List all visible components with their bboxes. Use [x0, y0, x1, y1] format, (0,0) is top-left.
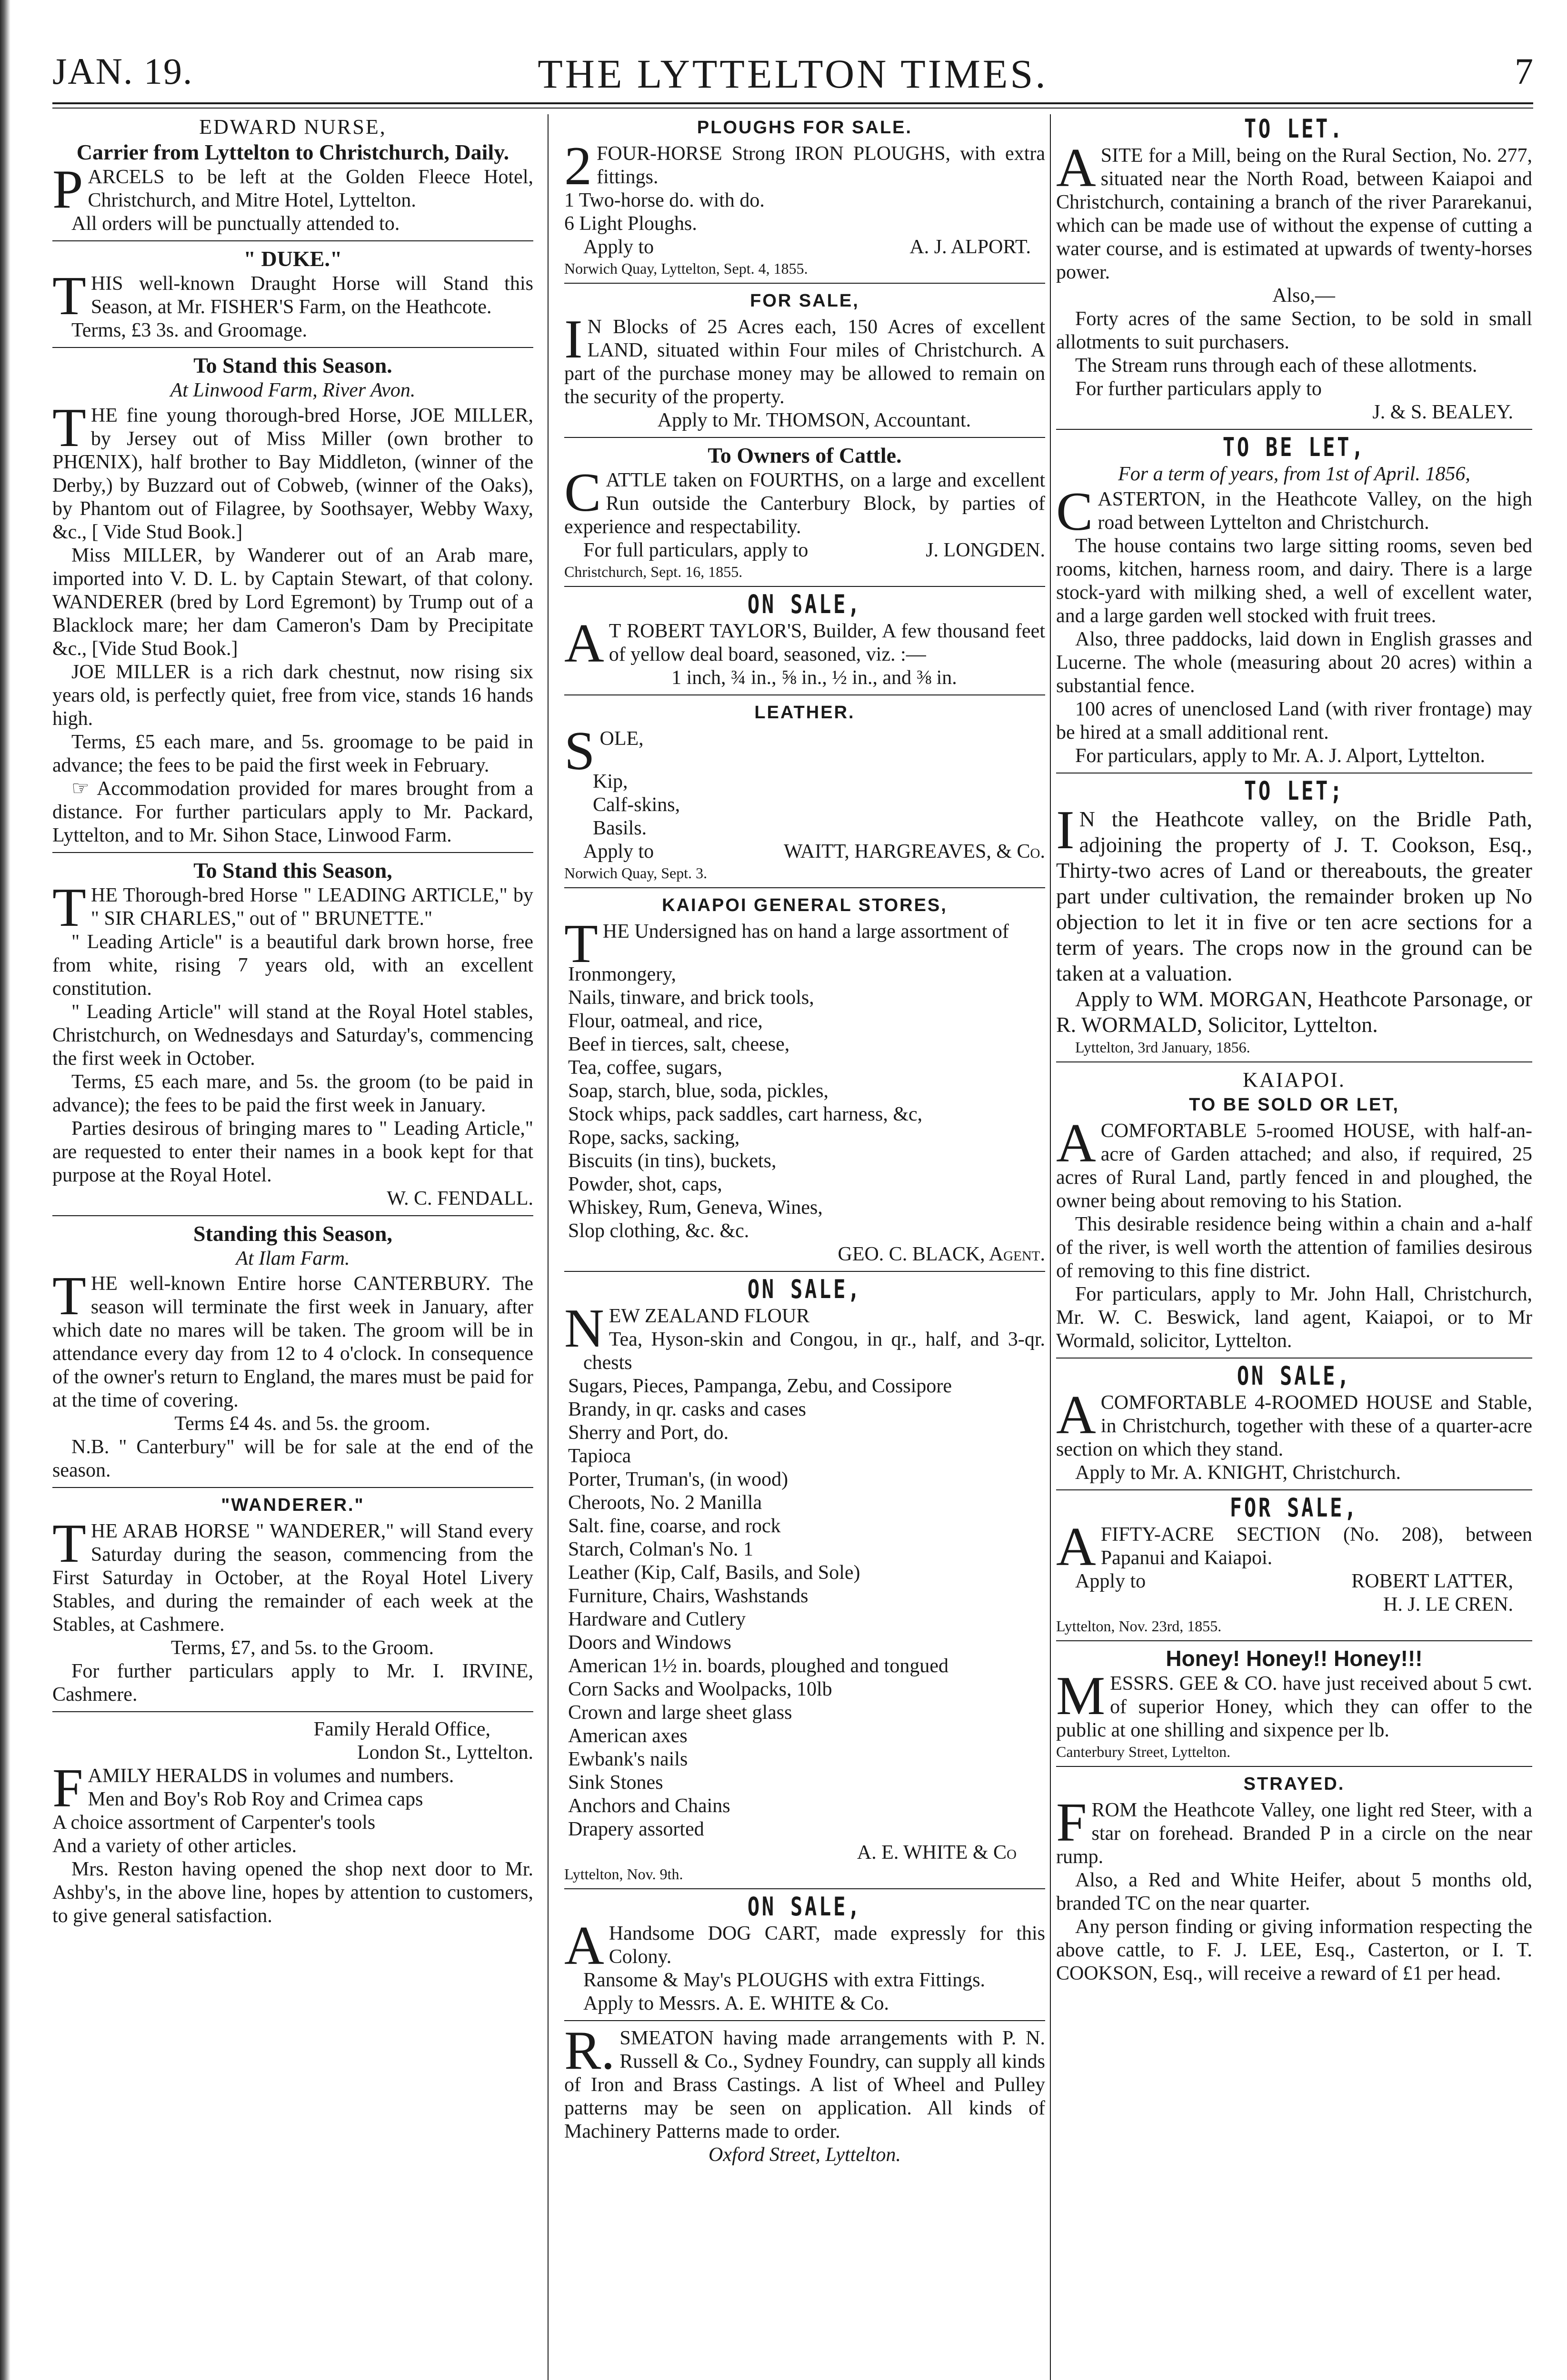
list-item: Basils.	[593, 817, 647, 839]
ad-text: Ransome & May's PLOUGHS with extra Fittings.	[583, 1969, 986, 1991]
ad-heading: EDWARD NURSE,	[199, 115, 387, 139]
ad-heading: ON SALE,	[747, 589, 862, 619]
drop-cap: C	[564, 462, 601, 523]
ad-text: 100 acres of unenclosed Land (with river frontage) may be hired at a small additional rent.	[1056, 698, 1532, 744]
ad-text: I N Blocks of 25 Acres each, 150 Acres of excellent LAND, situated within Four miles of Christchurch. A part of the purchase money may be allowed to remain on the security of the property.	[564, 309, 1045, 408]
ad-text: THE Undersigned has on hand a large assortment of	[564, 913, 1009, 974]
ad-text: FROM the Heathcote Valley, one light red Steer, with a star on forehead. Branded P in a circle on the near rump.	[1056, 1792, 1532, 1868]
drop-cap: A	[1056, 1113, 1096, 1174]
ad-terms: Terms, £7, and 5s. to the Groom.	[170, 1637, 434, 1659]
ad-text: The house contains two large sitting rooms, seven bed rooms, kitchen, harness room, and dairy. There is a large stock-yard with milking shed, a well of excellent water, and a large garden well stocked with fruit trees.	[1056, 535, 1532, 627]
ad-family-herald	[52, 1718, 533, 1933]
ad-dog-cart	[564, 1892, 1045, 2021]
list-item: Whiskey, Rum, Geneva, Wines,	[568, 1197, 823, 1219]
ad-signature: WAITT, HARGREAVES, & Co.	[783, 841, 1045, 863]
ad-heading: FOR SALE,	[750, 291, 859, 311]
ad-kaiapoi-stores	[564, 894, 1045, 1272]
ad-subheading: TO BE SOLD OR LET,	[1189, 1095, 1399, 1115]
ad-text: JOE MILLER is a rich dark chestnut, now rising six years old, is perfectly quiet, free from vice, stands 16 hands high.	[52, 661, 533, 730]
ad-footer: Canterbury Street, Lyttelton.	[1056, 1743, 1231, 1760]
list-item: Corn Sacks and Woolpacks, 10lb	[568, 1678, 832, 1700]
ad-text: Apply to Messrs. A. E. WHITE & Co.	[583, 1993, 889, 2014]
ad-text: Miss MILLER, by Wanderer out of an Arab mare, imported into V. D. L. by Captain Stewart, of that colony. WANDERER (bred by Lord Egremont) by Trump out of a Blacklock mare; her dam Cameron's Dam by Precipitate &c., [Vide Stud Book.]	[52, 545, 533, 660]
list-item: Rope, sacks, sacking,	[568, 1127, 740, 1149]
list-item: Doors and Windows	[568, 1632, 731, 1654]
ad-land-for-sale	[564, 289, 1045, 438]
list-item: Slop clothing, &c. &c.	[568, 1220, 749, 1242]
ad-subheading: At Ilam Farm.	[236, 1248, 350, 1269]
ad-text: Tea, Hyson-skin and Congou, in qr., half, and 3-qr. chests	[583, 1329, 1045, 1374]
list-item: Beef in tierces, salt, cheese,	[568, 1033, 790, 1055]
ad-text: THE fine young thorough-bred Horse, JOE MILLER, by Jersey out of Miss Miller (own brother to PHŒNIX), half brother to Bay Middleton, (winner of the Derby,) by Buzzard out of Cobweb, (winner of the Oaks), by Phantom out of Filagree, by Soothsayer, Webby Waxy, &c., [ Vide Stud Book.]	[52, 397, 533, 543]
ad-mill-site	[1056, 114, 1532, 430]
ad-text: For further particulars apply to Mr. I. IRVINE, Cashmere.	[52, 1660, 533, 1706]
column-2	[564, 114, 1045, 2380]
ad-footer: Norwich Quay, Sept. 3.	[564, 864, 708, 882]
ad-signature: ROBERT LATTER,	[1351, 1570, 1513, 1592]
ad-subheading: For a term of years, from 1st of April. 1856,	[1118, 463, 1470, 485]
drop-cap: A	[564, 613, 604, 674]
ad-text: Also, a Red and White Heifer, about 5 months old, branded TC on the near quarter.	[1056, 1869, 1532, 1914]
ad-terms: Terms £4 4s. and 5s. the groom.	[174, 1413, 430, 1435]
list-item: Leather (Kip, Calf, Basils, and Sole)	[568, 1562, 860, 1584]
ad-text: Forty acres of the same Section, to be sold in small allotments to suit purchasers.	[1056, 308, 1532, 353]
ad-christchurch-house	[1056, 1361, 1532, 1490]
list-item: American 1½ in. boards, ploughed and tongued	[568, 1655, 948, 1677]
column-1	[52, 114, 533, 2380]
ad-heading: TO LET;	[1244, 776, 1345, 806]
ad-heading: To Stand this Season.	[193, 353, 392, 377]
ad-footer: Lyttelton, Nov. 23rd, 1855.	[1056, 1617, 1222, 1635]
ad-line: Men and Boy's Rob Roy and Crimea caps	[88, 1788, 423, 1810]
ad-text: ACOMFORTABLE 4-ROOMED HOUSE and Stable, in Christchurch, together with these of a quarter-acre section on which they stand.	[1056, 1385, 1532, 1460]
drop-cap: I	[564, 309, 583, 370]
drop-cap: T	[52, 266, 86, 327]
ad-apply-line: Apply to ROBERT LATTER,	[1056, 1570, 1532, 1593]
ad-subheading: At Linwood Farm, River Avon.	[170, 379, 416, 401]
ad-deal-board	[564, 589, 1045, 695]
drop-cap: T	[52, 1266, 86, 1327]
ad-signature: A. J. ALPORT.	[909, 236, 1031, 258]
ad-apply-line: Apply to A. J. ALPORT.	[564, 236, 1045, 259]
list-item: Ironmongery,	[568, 963, 677, 985]
ad-heading: STRAYED.	[1243, 1774, 1345, 1794]
ad-heathcote-land	[1056, 776, 1532, 1062]
ad-duke	[52, 247, 533, 348]
ad-heading: ON SALE,	[747, 1274, 862, 1304]
list-item: Starch, Colman's No. 1	[568, 1538, 754, 1560]
ad-text: A T ROBERT TAYLOR'S, Builder, A few thousand feet of yellow deal board, seasoned, viz. :—	[564, 613, 1045, 674]
ad-heading: Standing this Season,	[193, 1221, 392, 1246]
drop-cap: T	[52, 397, 86, 458]
binding-shadow	[0, 0, 10, 2380]
ad-text: MESSRS. GEE & CO. have just received about 5 cwt. of superior Honey, which they can offer to the public at one shilling and sixpence per lb.	[1056, 1666, 1532, 1741]
list-item: Crown and large sheet glass	[568, 1702, 792, 1724]
list-item: Soap, starch, blue, soda, pickles,	[568, 1080, 829, 1102]
page-number: 7	[1515, 50, 1533, 92]
ad-footer: Lyttelton, 3rd January, 1856.	[1075, 1039, 1250, 1056]
ad-text: 2 FOUR-HORSE Strong IRON PLOUGHS, with extra fittings.	[564, 136, 1045, 197]
ad-heading: " DUKE."	[243, 247, 342, 271]
ad-text: R. SMEATON having made arrangements with P. N. Russell & Co., Sydney Foundry, can supply all kinds of Iron and Brass Castings. A list of Wheel and Pulley patterns may be seen on application. All kinds of Machinery Patterns made to order.	[564, 2020, 1045, 2142]
ad-text: This desirable residence being within a chain and a-half of the river, is well worth the attention of families desirous of removing to this fine district.	[1056, 1213, 1532, 1282]
ad-heading: TO LET.	[1244, 114, 1345, 144]
ad-leading-article	[52, 859, 533, 1216]
ad-note: N.B. " Canterbury" will be for sale at the end of the season.	[52, 1436, 533, 1481]
masthead	[52, 50, 1533, 102]
drop-cap: C	[1056, 481, 1093, 542]
ad-apply-line: For full particulars, apply to J. LONGDEN.	[583, 539, 1045, 561]
ad-footer: Christchurch, Sept. 16, 1855.	[564, 563, 743, 580]
ad-ploughs	[564, 116, 1045, 284]
drop-cap: F	[52, 1758, 83, 1819]
ad-smeaton	[564, 2020, 1045, 2172]
list-item: Ewbank's nails	[568, 1748, 688, 1770]
list-item: Drapery assorted	[568, 1818, 704, 1840]
drop-cap: A	[564, 1915, 604, 1976]
list-item: Porter, Truman's, (in wood)	[568, 1468, 788, 1490]
ad-text: ASITE for a Mill, being on the Rural Section, No. 277, situated near the North Road, between Kaiapoi and Christchurch, containing a branch of the river Pararekanui, which can be made use of without the expense of cutting a water course, and is estimated at upwards of twenty-horses power.	[1056, 138, 1532, 283]
list-item: Nails, tinware, and brick tools,	[568, 987, 814, 1009]
ad-cattle	[564, 444, 1045, 587]
list-item: Hardware and Cutlery	[568, 1608, 746, 1630]
ad-footer: Lyttelton, Nov. 9th.	[564, 1865, 683, 1883]
ad-heading: ON SALE,	[747, 1892, 862, 1922]
ad-fifty-acre	[1056, 1493, 1532, 1641]
ad-heading: KAIAPOI GENERAL STORES,	[662, 895, 948, 915]
ad-footer: Oxford Street, Lyttelton.	[709, 2144, 901, 2166]
list-item: Furniture, Chairs, Washstands	[568, 1585, 808, 1607]
ad-signature: W. C. FENDALL.	[387, 1188, 533, 1210]
ad-strayed	[1056, 1773, 1532, 1990]
ad-heading: Family Herald Office,	[313, 1718, 490, 1740]
ad-line: 1 Two-horse do. with do.	[564, 189, 765, 211]
issue-date: JAN. 19.	[52, 50, 193, 92]
ad-signature: A. E. WHITE & Co	[857, 1842, 1017, 1864]
drop-cap: R.	[564, 2020, 615, 2081]
ad-joe-miller	[52, 354, 533, 853]
ad-heading: KAIAPOI.	[1243, 1068, 1346, 1091]
ad-text: " Leading Article" is a beautiful dark brown horse, free from white, rising 7 years old, with an excellent constitution.	[52, 931, 533, 1000]
drop-cap: M	[1056, 1666, 1106, 1726]
ad-casterton	[1056, 432, 1532, 774]
ad-text: AFIFTY-ACRE SECTION (No. 208), between Papanui and Kaiapoi.	[1056, 1517, 1532, 1577]
ad-heading: ON SALE,	[1237, 1361, 1352, 1391]
ad-text: " Leading Article" will stand at the Royal Hotel stables, Christchurch, on Wednesdays and Saturday's, commencing the first week in October.	[52, 1001, 533, 1070]
ad-text: CATTLE taken on FOURTHS, on a large and excellent Run outside the Canterbury Block, by parties of experience and respectability.	[564, 462, 1045, 538]
ad-text: 1 inch, ¾ in., ⅝ in., ½ in., and ⅜ in.	[671, 667, 957, 689]
drop-cap: T	[52, 1513, 86, 1574]
ad-text: CASTERTON, in the Heathcote Valley, on the high road between Lyttelton and Christchurch.	[1056, 481, 1532, 542]
list-item: Biscuits (in tins), buckets,	[568, 1150, 777, 1172]
ad-apply-line: Apply to WAITT, HARGREAVES, & Co.	[583, 841, 1045, 863]
ad-text: Terms, £5 each mare, and 5s. the groom (to be paid in advance); the fees to be paid the first week in January.	[52, 1071, 533, 1116]
ad-wanderer	[52, 1494, 533, 1712]
ad-text: All orders will be punctually attended to.	[71, 213, 400, 235]
drop-cap: T	[564, 913, 598, 974]
ad-heading: TO BE LET,	[1222, 432, 1366, 462]
newspaper-title: THE LYTTELTON TIMES.	[538, 51, 1048, 97]
ad-edward-nurse	[52, 115, 533, 241]
ad-text: NEW ZEALAND FLOUR	[564, 1298, 810, 1359]
ad-kaiapoi-house	[1056, 1068, 1532, 1359]
masthead-rule-thin	[52, 108, 1533, 109]
ad-text: SOLE,	[564, 721, 644, 782]
ad-text: Apply to Mr. THOMSON, Accountant.	[657, 409, 971, 431]
ad-text: THIS well-known Draught Horse will Stand this Season, at Mr. FISHER'S Farm, on the Heathcote.	[52, 266, 533, 327]
drop-cap: A	[1056, 1517, 1096, 1577]
list-item: Tapioca	[568, 1445, 631, 1467]
ad-text: Apply to WM. MORGAN, Heathcote Parsonage, or R. WORMALD, Solicitor, Lyttelton.	[1056, 987, 1532, 1037]
ad-subheading: Carrier from Lyttelton to Christchurch, Daily.	[76, 140, 509, 164]
list-item: Salt. fine, coarse, and rock	[568, 1515, 781, 1537]
drop-cap: P	[52, 159, 83, 220]
ad-text: Apply to Mr. A. KNIGHT, Christchurch.	[1075, 1462, 1401, 1484]
list-item: Kip,	[593, 771, 628, 793]
ad-text: Also, three paddocks, laid down in English grasses and Lucerne. The whole (measuring about 20 acres) within a substantial fence.	[1056, 628, 1532, 697]
ad-text: ACOMFORTABLE 5-roomed HOUSE, with half-an-acre of Garden attached; and also, if required, 25 acres of Rural Land, partly fenced in and ploughed, the owner being about removing to his Station.	[1056, 1113, 1532, 1212]
ad-text: For particulars, apply to Mr. John Hall, Christchurch, Mr. W. C. Beswick, land agent, Kaiapoi, or to Mr Wormald, solicitor, Lyttelton.	[1056, 1283, 1532, 1352]
ad-nz-flour	[564, 1274, 1045, 1889]
list-item: Cheroots, No. 2 Manilla	[568, 1492, 762, 1514]
column-rule-1	[548, 114, 549, 2380]
ad-text: Also,—	[1272, 285, 1335, 307]
ad-heading: To Owners of Cattle.	[708, 443, 902, 467]
ad-honey	[1056, 1647, 1532, 1767]
ad-text: THE ARAB HORSE " WANDERER," will Stand every Saturday during the season, commencing from the First Saturday in October, at the Royal Hotel Livery Stables, and during the remainder of each week at the Stables, at Cashmere.	[52, 1513, 533, 1636]
drop-cap: T	[52, 877, 86, 938]
ad-signature: GEO. C. BLACK, Agent.	[838, 1243, 1045, 1265]
ad-footer: Norwich Quay, Lyttelton, Sept. 4, 1855.	[564, 260, 808, 277]
list-item: American axes	[568, 1725, 688, 1747]
list-item: Flour, oatmeal, and rice,	[568, 1010, 763, 1032]
masthead-rule	[52, 102, 1533, 104]
ad-line: And a variety of other articles.	[52, 1835, 297, 1857]
ad-text: Mrs. Reston having opened the shop next door to Mr. Ashby's, in the above line, hopes by attention to customers, to give general satisfaction.	[52, 1858, 533, 1927]
list-item: Brandy, in qr. casks and cases	[568, 1398, 806, 1420]
drop-cap: F	[1056, 1792, 1087, 1853]
ad-leather	[564, 701, 1045, 888]
column-rule-2	[1050, 114, 1051, 2380]
drop-cap: N	[564, 1298, 604, 1359]
drop-cap: 2	[564, 136, 592, 197]
ad-text: I N the Heathcote valley, on the Bridle Path, adjoining the property of J. T. Cookson, Esq., Thirty-two acres of Land or thereabouts, the greater part under cultivation, the remainder broken up No objection to let it in five or ten acre sections for a term of years. The crops now in the ground can be taken at a valuation.	[1056, 800, 1532, 985]
ad-line: A choice assortment of Carpenter's tools	[52, 1812, 376, 1834]
drop-cap: A	[1056, 138, 1096, 198]
ad-text: PARCELS to be left at the Golden Fleece Hotel, Christchurch, and Mitre Hotel, Lyttelton.	[52, 159, 533, 220]
ad-text: A Handsome DOG CART, made expressly for this Colony.	[564, 1915, 1045, 1976]
column-3	[1056, 114, 1532, 2380]
list-item: Sink Stones	[568, 1772, 663, 1794]
ad-text: For further particulars apply to	[1075, 378, 1322, 400]
ad-text: THE well-known Entire horse CANTERBURY. The season will terminate the first week in January, after which date no mares will be taken. The groom will be in attendance every day from 12 to 4 o'clock. In consequence of the owner's return to England, the mares must be paid for at the time of covering.	[52, 1266, 533, 1411]
list-item: Tea, coffee, sugars,	[568, 1057, 722, 1079]
drop-cap: A	[1056, 1385, 1096, 1446]
list-item: Stock whips, pack saddles, cart harness, &c,	[568, 1103, 923, 1125]
ad-signature: H. J. LE CREN.	[1383, 1594, 1513, 1616]
ad-text: FAMILY HERALDS in volumes and numbers.	[52, 1758, 454, 1819]
list-item: Powder, shot, caps,	[568, 1173, 722, 1195]
ad-line: 6 Light Ploughs.	[564, 213, 697, 235]
ad-heading: FOR SALE,	[1229, 1493, 1359, 1523]
drop-cap: S	[564, 721, 595, 782]
ad-text: The Stream runs through each of these allotments.	[1075, 355, 1477, 377]
ad-text: Terms, £5 each mare, and 5s. groomage to be paid in advance; the fees to be paid the first week in February.	[52, 731, 533, 776]
ad-canterbury	[52, 1222, 533, 1488]
drop-cap: I	[1056, 800, 1075, 861]
ad-heading: "WANDERER."	[221, 1495, 365, 1515]
list-item: Sugars, Pieces, Pampanga, Zebu, and Cossipore	[568, 1375, 952, 1397]
ad-text: Parties desirous of bringing mares to " Leading Article," are requested to enter their names in a book kept for that purpose at the Royal Hotel.	[52, 1118, 533, 1186]
ad-signature: J. & S. BEALEY.	[1372, 401, 1513, 423]
list-item: Anchors and Chains	[568, 1795, 730, 1817]
ad-text: THE Thorough-bred Horse " LEADING ARTICLE," by " SIR CHARLES," out of " BRUNETTE."	[52, 877, 533, 938]
ad-heading: Honey! Honey!! Honey!!!	[1166, 1646, 1423, 1671]
ad-heading: To Stand this Season,	[193, 858, 392, 883]
ad-text: Any person finding or giving information respecting the above cattle, to F. J. LEE, Esq., Casterton, or I. T. COOKSON, Esq., will receive a reward of £1 per head.	[1056, 1916, 1532, 1984]
ad-heading: LEATHER.	[754, 703, 855, 723]
ad-heading: PLOUGHS FOR SALE.	[697, 118, 913, 138]
list-item: Sherry and Port, do.	[568, 1422, 729, 1444]
ad-text: For particulars, apply to Mr. A. J. Alport, Lyttelton.	[1075, 745, 1485, 767]
ad-text: ☞ Accommodation provided for mares brought from a distance. For further particulars apply to Mr. Packard, Lyttelton, and to Mr. Sihon Stace, Linwood Farm.	[52, 778, 533, 846]
ad-signature: J. LONGDEN.	[926, 539, 1045, 561]
list-item: Calf-skins,	[593, 794, 680, 816]
ad-terms: Terms, £3 3s. and Groomage.	[71, 319, 308, 341]
ad-heading: London St., Lyttelton.	[357, 1742, 533, 1764]
